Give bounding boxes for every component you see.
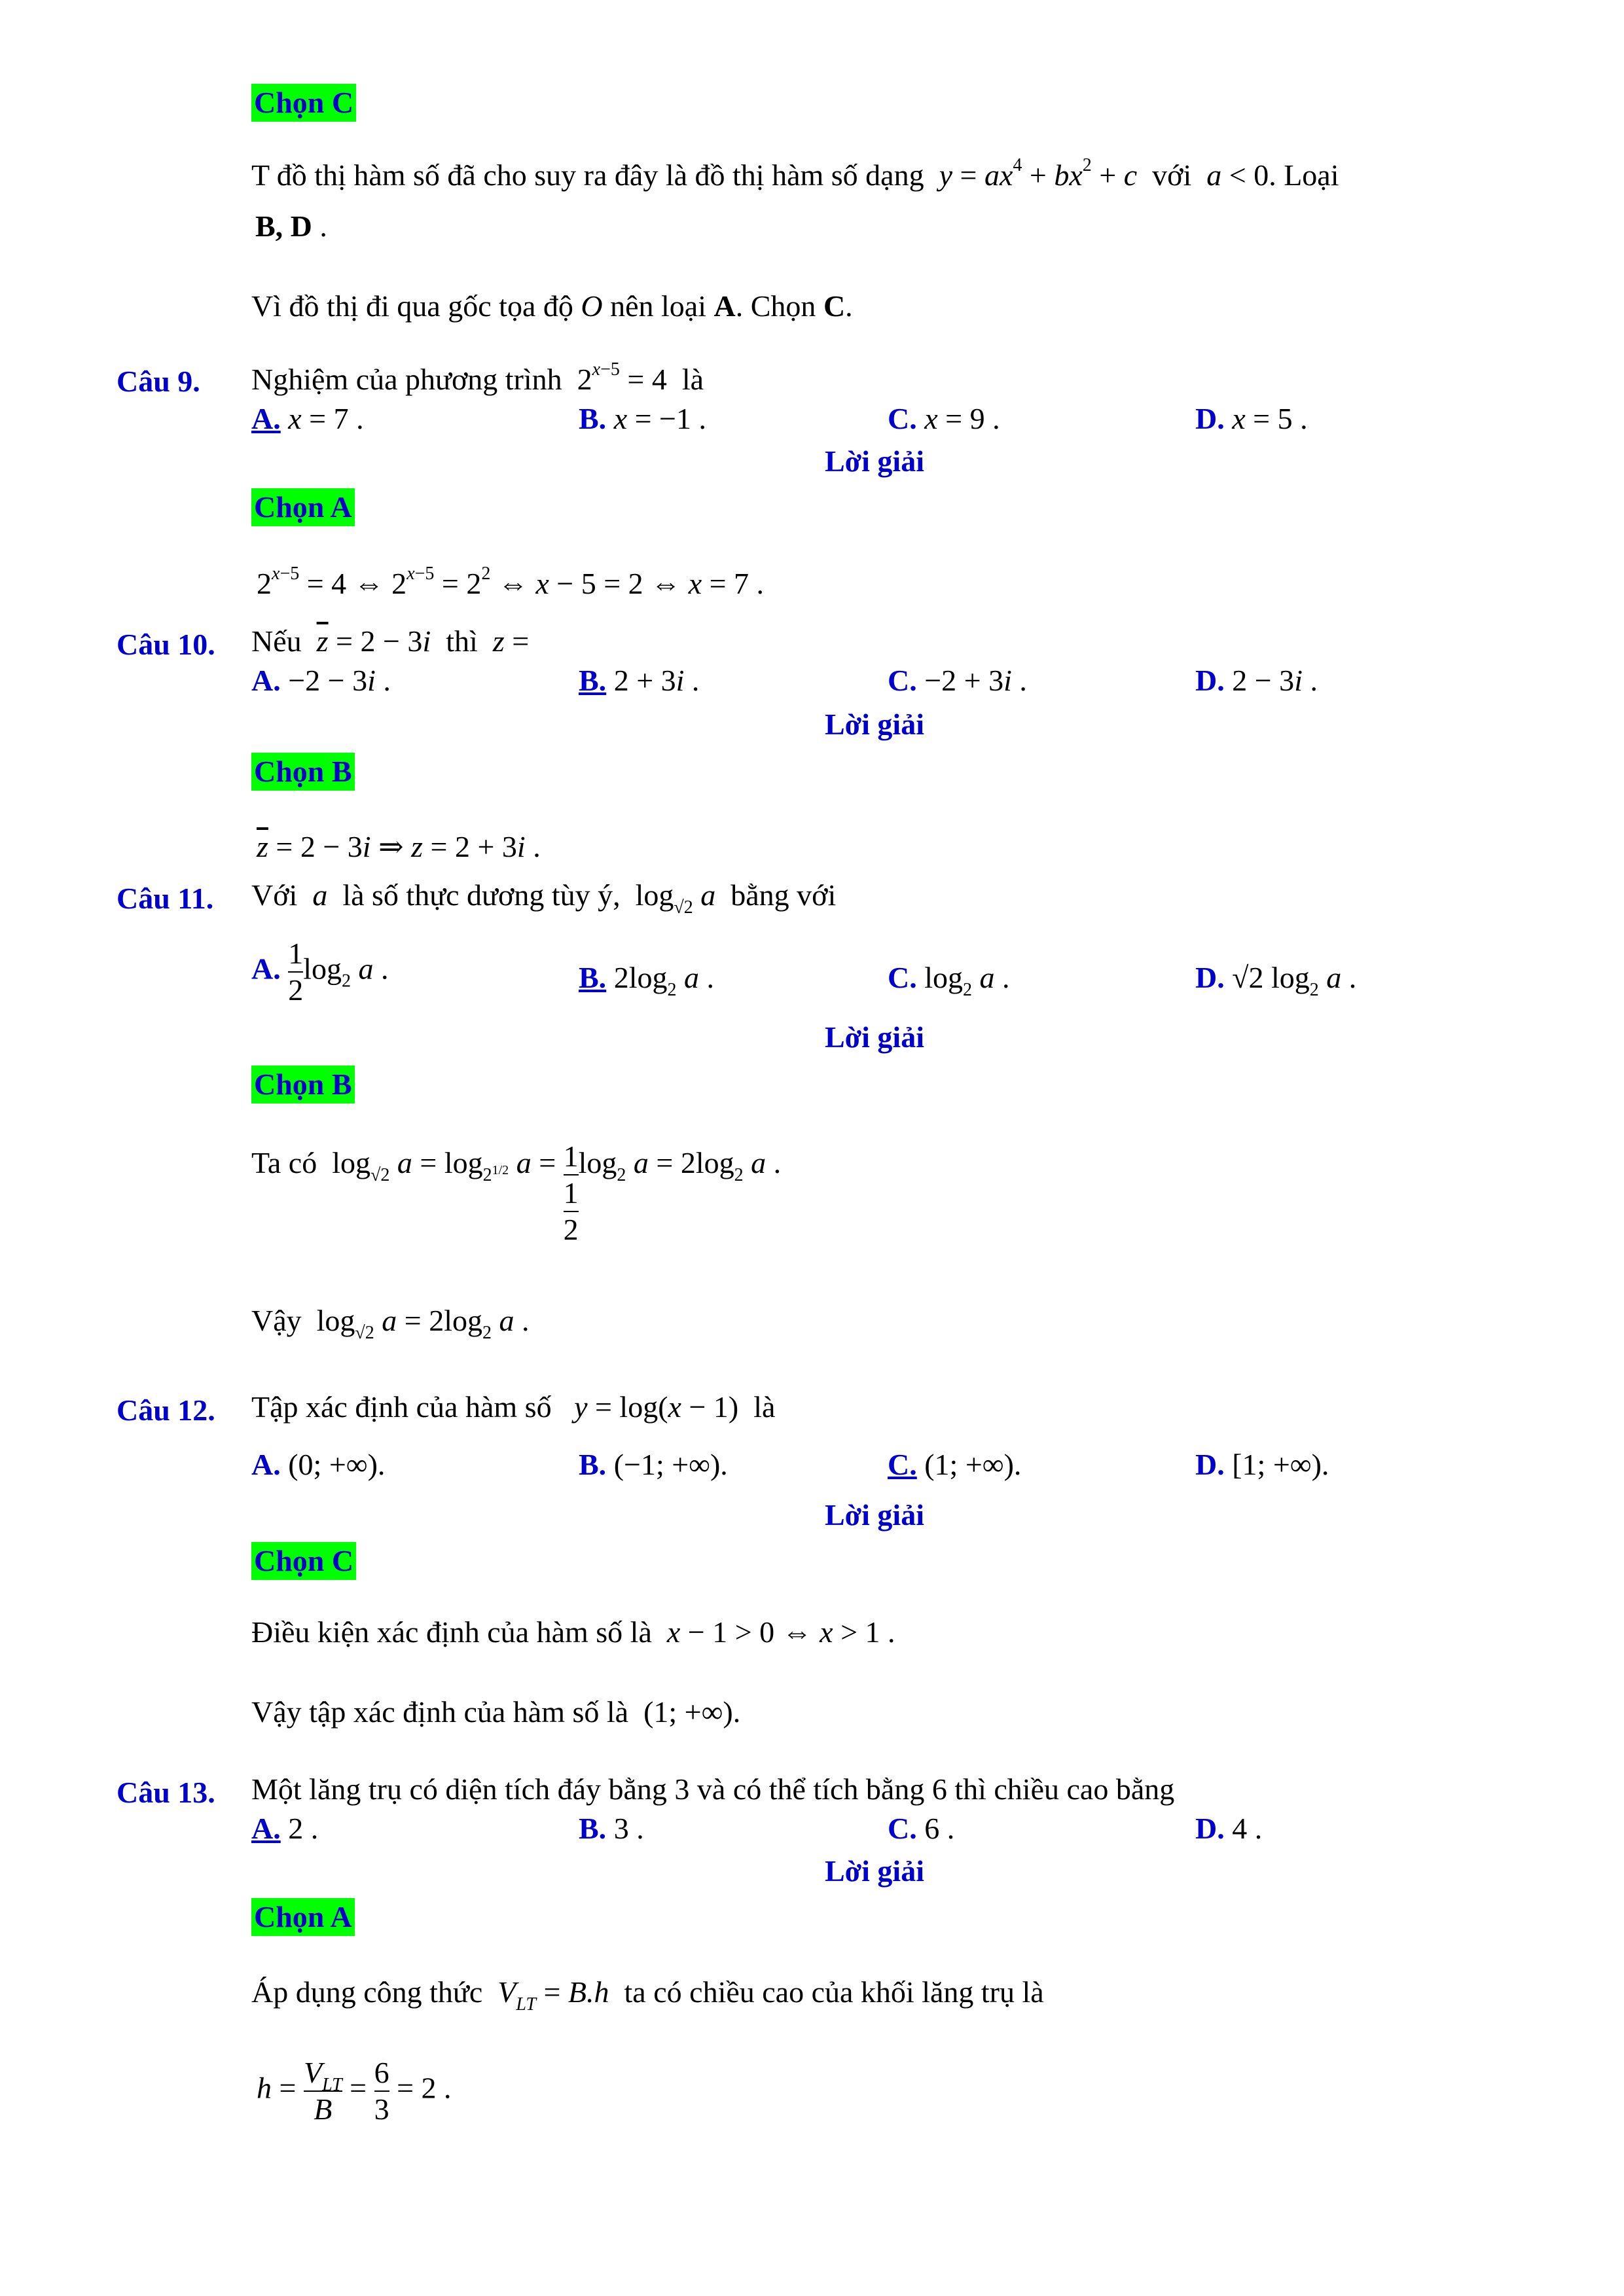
solution-conclusion: Vậy $\log_{√2} a = 2\log_2$ a . bbox=[251, 1304, 530, 1343]
solution-text: Ta có $\log_{√2} a = \log_{2^{1/2}} a$ = $\frac{1}{\frac{1}{2}}$ $\log_2 a = 2\log_2$ a . bbox=[251, 1139, 782, 1246]
question-text: Một lăng trụ có diện tích đáy bằng 3 và có thể tích bằng 6 thì chiều cao bằng bbox=[251, 1772, 1175, 1806]
solution-formula: h = $\frac{V_{LT}}{B}$ = $\frac{6}{3}$ = 2 . bbox=[257, 2056, 452, 2126]
q8-solution-line2: B, D . bbox=[255, 209, 327, 243]
q8-solution-line3: Vì đồ thị đi qua gốc tọa độ O nên loại A. Chọn C. bbox=[251, 289, 853, 323]
answer-label: Chọn C bbox=[251, 84, 356, 122]
answer-label: Chọn B bbox=[251, 1066, 355, 1103]
option-d: D. 2 − 3i . bbox=[1195, 664, 1318, 697]
question-text: Nếu $\overline{z} = 2 - 3i$ thì z = bbox=[251, 624, 530, 658]
option-d: D. 4 . bbox=[1195, 1812, 1263, 1845]
solution-conclusion: Vậy tập xác định của hàm số là (1; +∞). bbox=[251, 1695, 741, 1729]
option-a: A. x = 7 . bbox=[251, 402, 364, 435]
question-number: Câu 11. bbox=[117, 882, 214, 915]
option-d: D. √2 $\log_2 a$ . bbox=[1195, 961, 1357, 1000]
solution-heading: Lời giải bbox=[825, 1498, 924, 1532]
option-a: A. −2 − 3i . bbox=[251, 664, 391, 697]
option-c: C. $\log_2 a$ . bbox=[888, 961, 1010, 1000]
solution-heading: Lời giải bbox=[825, 1020, 924, 1054]
option-b: B. (−1; +∞). bbox=[579, 1448, 728, 1481]
solution-text: $2^{x-5} = 4$ ⇔ $2^{x-5} = 2^2$ ⇔ x − 5 = 2 ⇔ x = 7 . bbox=[257, 564, 765, 600]
question-number: Câu 10. bbox=[117, 628, 215, 661]
option-a: A. 2 . bbox=[251, 1812, 319, 1845]
question-text: Với a là số thực dương tùy ý, $\log_{√2} a$ bằng với bbox=[251, 878, 837, 918]
answer-label: Chọn B bbox=[251, 753, 355, 791]
solution-text: Áp dụng công thức $V_{LT} = B.h$ ta có chiều cao của khối lăng trụ là bbox=[251, 1975, 1044, 2015]
option-d: D. x = 5 . bbox=[1195, 402, 1308, 435]
question-text: Tập xác định của hàm số y = log(x − 1) là bbox=[251, 1390, 776, 1424]
option-c: C. −2 + 3i . bbox=[888, 664, 1027, 697]
option-a: A. (0; +∞). bbox=[251, 1448, 386, 1481]
question-number: Câu 13. bbox=[117, 1776, 215, 1809]
solution-text: $\overline{z} = 2 - 3i$ ⇒ z = 2 + 3i . bbox=[257, 830, 541, 863]
solution-heading: Lời giải bbox=[825, 708, 924, 741]
option-b: B. x = −1 . bbox=[579, 402, 706, 435]
option-b: B. 3 . bbox=[579, 1812, 644, 1845]
option-d: D. [1; +∞). bbox=[1195, 1448, 1329, 1481]
solution-text: Điều kiện xác định của hàm số là x − 1 > 0 ⇔ x > 1 . bbox=[251, 1615, 895, 1649]
answer-label: Chọn A bbox=[251, 1898, 355, 1936]
question-number: Câu 9. bbox=[117, 365, 200, 398]
answer-label: Chọn A bbox=[251, 488, 355, 526]
solution-heading: Lời giải bbox=[825, 1854, 924, 1888]
option-c: C. x = 9 . bbox=[888, 402, 1000, 435]
option-b: B. 2 + 3i . bbox=[579, 664, 700, 697]
q8-solution-line1: T đồ thị hàm số đã cho suy ra đây là đồ thị hàm số dạng $y = ax^4 + bx^2 + c$ với a < 0. Loại bbox=[251, 155, 1339, 192]
option-c: C. (1; +∞). bbox=[888, 1448, 1022, 1481]
answer-label: Chọn C bbox=[251, 1542, 356, 1580]
option-c: C. 6 . bbox=[888, 1812, 955, 1845]
solution-heading: Lời giải bbox=[825, 444, 924, 478]
question-text: Nghiệm của phương trình $2^{x-5} = 4$ là bbox=[251, 359, 704, 396]
question-number: Câu 12. bbox=[117, 1393, 215, 1427]
option-a: A. $\frac{1}{2}$ $\log_2 a$ . bbox=[251, 937, 389, 1007]
option-b: B. $2\log_2$ a . bbox=[579, 961, 714, 1000]
